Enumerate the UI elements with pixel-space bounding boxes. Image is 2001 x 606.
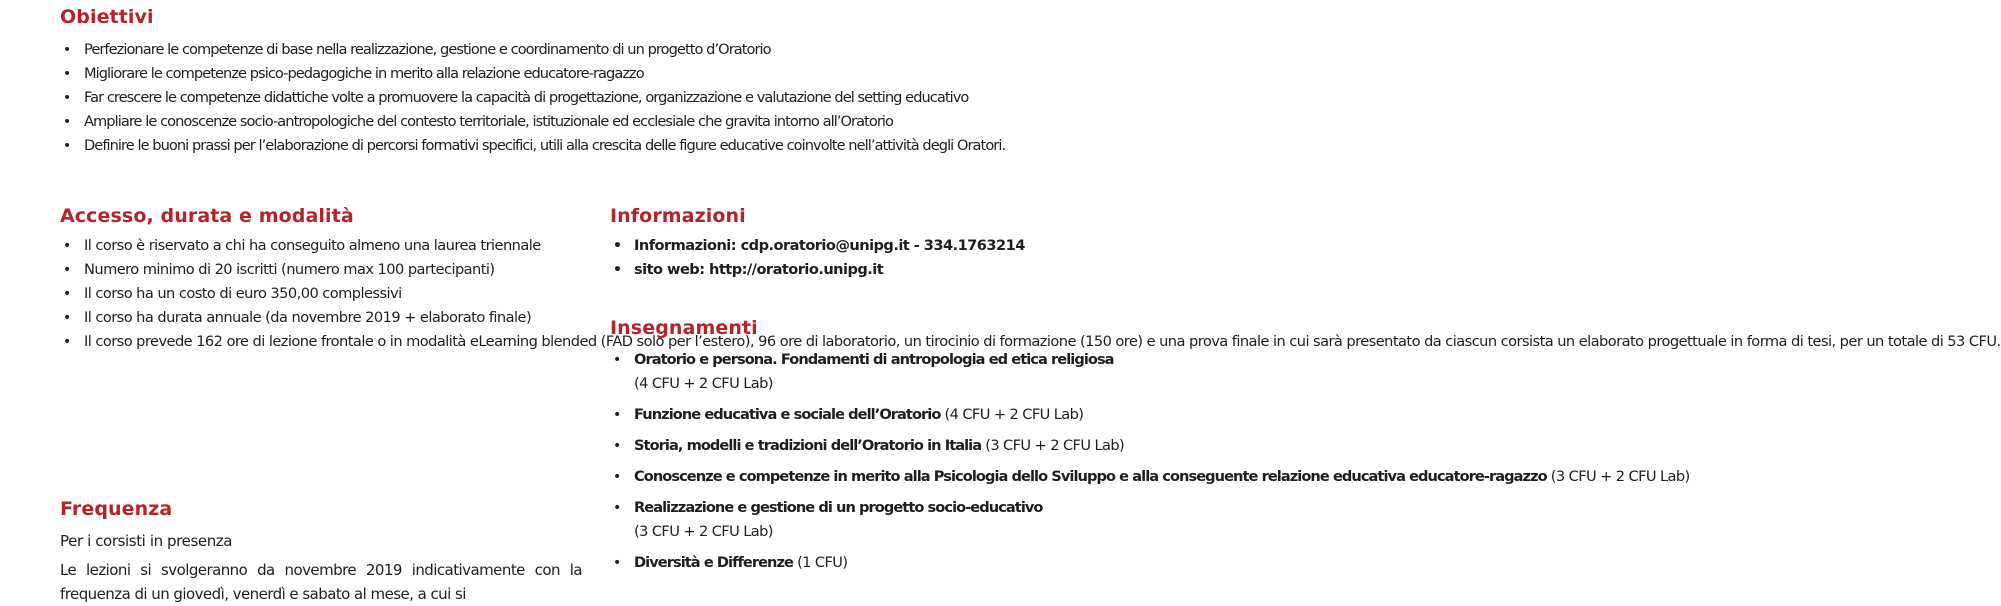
informazioni-heading: Informazioni — [610, 205, 746, 227]
course-credits: (4 CFU + 2 CFU Lab) — [634, 375, 773, 392]
course-title: Funzione educativa e sociale dell’Oratorio — [634, 406, 941, 423]
list-item: • Definire le buoni prassi per l’elaborazione di percorsi formativi specifici, utili alla crescita delle figure educative coinvolte nell’attività degli Oratori. — [60, 134, 1220, 158]
course-credits: (3 CFU + 2 CFU Lab) — [634, 523, 773, 540]
list-item — [610, 465, 1690, 489]
list-item: • Il corso è riservato a chi ha conseguito almeno una laurea triennale — [60, 234, 582, 258]
frequenza-paragraph: Le lezioni si svolgeranno da novembre 2019 indicativamente con la frequenza di un giovedì, venerdì e sabato al mese, a cui si — [60, 561, 582, 603]
course-credits: (4 CFU + 2 CFU Lab) — [944, 406, 1084, 423]
list-item: • Il corso prevede 162 ore di lezione frontale o in modalità eLearning blended (FAD solo per l’estero), 96 ore di laboratorio, un tirocinio di formazione (150 ore) e una prova finale in cui sarà presentato da ciascun corsista un elaborato progettuale in forma di tesi, per un totale di 53 CFU. — [60, 330, 582, 354]
list-item: • sito web: http://oratorio.unipg.it — [610, 258, 1210, 282]
course-credits: (3 CFU + 2 CFU Lab) — [1550, 468, 1690, 485]
list-item: • Numero minimo di 20 iscritti (numero max 100 partecipanti) — [60, 258, 582, 282]
course-title: Diversità e Differenze — [634, 554, 793, 571]
informazioni-list — [610, 234, 1210, 282]
list-item: • Informazioni: cdp.oratorio@unipg.it - 334.1763214 — [610, 234, 1210, 258]
list-item: • Il corso ha durata annuale (da novembre 2019 + elaborato finale) — [60, 306, 582, 330]
list-item — [610, 551, 1206, 575]
obiettivi-heading: Obiettivi — [60, 6, 154, 28]
list-item: • Il corso ha un costo di euro 350,00 complessivi — [60, 282, 582, 306]
list-item — [610, 496, 1206, 544]
insegnamenti-list — [610, 348, 1690, 582]
accesso-heading: Accesso, durata e modalità — [60, 205, 354, 227]
list-item — [610, 403, 1206, 427]
list-item: • Migliorare le competenze psico-pedagogiche in merito alla relazione educatore-ragazzo — [60, 62, 1220, 86]
list-item: • Perfezionare le competenze di base nella realizzazione, gestione e coordinamento di un progetto d’Oratorio — [60, 38, 1220, 62]
course-credits: (1 CFU) — [797, 554, 848, 571]
frequenza-heading: Frequenza — [60, 498, 173, 520]
list-item: • Ampliare le conoscenze socio-antropologiche del contesto territoriale, istituzionale ed ecclesiale che gravita intorno all’Oratorio — [60, 110, 1220, 134]
course-title: Realizzazione e gestione di un progetto socio-educativo — [634, 499, 1043, 516]
list-item: • Far crescere le competenze didattiche volte a promuovere la capacità di progettazione, organizzazione e valutazione del setting educativo — [60, 86, 1220, 110]
insegnamenti-heading: Insegnamenti — [610, 317, 758, 339]
course-title: Storia, modelli e tradizioni dell’Oratorio in Italia — [634, 437, 982, 454]
list-item — [610, 348, 1206, 396]
course-credits: (3 CFU + 2 CFU Lab) — [985, 437, 1125, 454]
list-item — [610, 434, 1206, 458]
course-title: Conoscenze e competenze in merito alla Psicologia dello Sviluppo e alla conseguente relazione educativa educatore-ragazzo — [634, 468, 1547, 485]
course-title: Oratorio e persona. Fondamenti di antropologia ed etica religiosa — [634, 351, 1114, 368]
obiettivi-list — [60, 38, 1220, 158]
frequenza-subheading: Per i corsisti in presenza — [60, 532, 233, 550]
